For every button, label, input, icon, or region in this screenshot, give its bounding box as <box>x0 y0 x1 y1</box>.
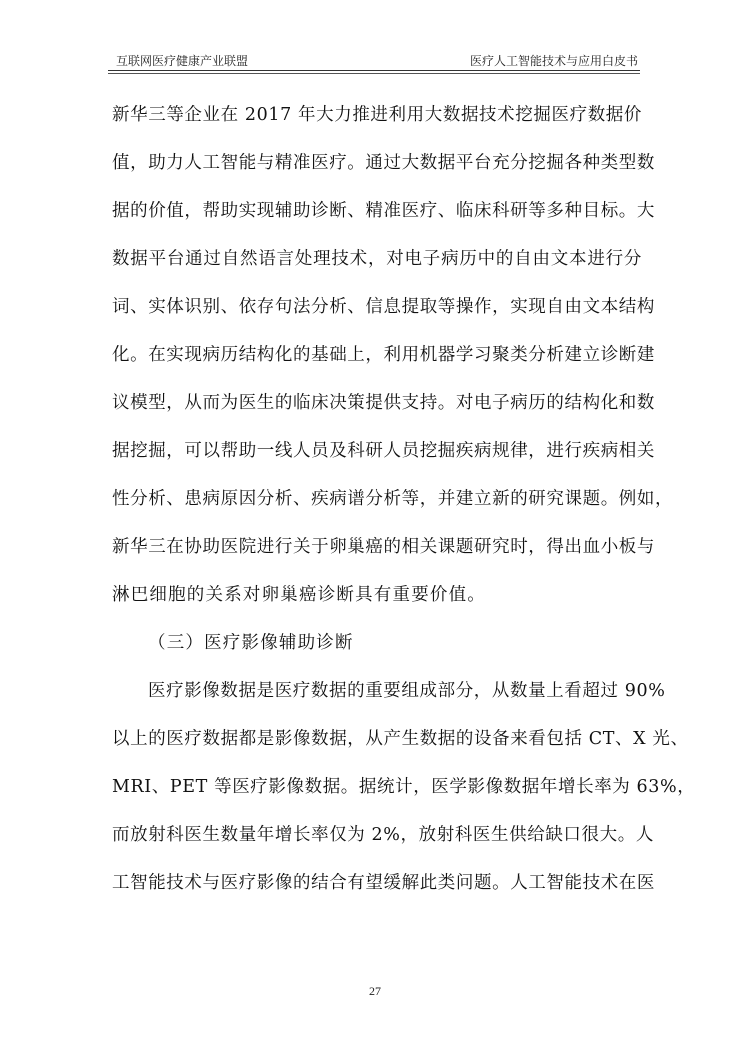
paragraph-line: 数据平台通过自然语言处理技术，对电子病历中的自由文本进行分 <box>112 249 642 269</box>
paragraph-line: 值，助力人工智能与精准医疗。通过大数据平台充分挖掘各种类型数 <box>112 153 655 173</box>
paragraph-line: 以上的医疗数据都是影像数据，从产生数据的设备来看包括 CT、X 光、 <box>112 729 689 749</box>
paragraph-line: 而放射科医生数量年增长率仅为 2%，放射科医生供给缺口很大。人 <box>112 825 654 845</box>
section-heading: （三）医疗影像辅助诊断 <box>148 633 354 653</box>
paragraph-line: 据挖掘，可以帮助一线人员及科研人员挖掘疾病规律，进行疾病相关 <box>112 441 655 461</box>
paragraph-line: 词、实体识别、依存句法分析、信息提取等操作，实现自由文本结构 <box>112 297 655 317</box>
paragraph-line: 新华三在协助医院进行关于卵巢癌的相关课题研究时，得出血小板与 <box>112 537 655 557</box>
page-header <box>108 44 640 70</box>
header-org: 互联网医疗健康产业联盟 <box>116 54 249 68</box>
header-doc-title: 医疗人工智能技术与应用白皮书 <box>469 54 638 68</box>
paragraph-line: 据的价值，帮助实现辅助诊断、精准医疗、临床科研等多种目标。大 <box>112 201 655 221</box>
paragraph-line: MRI、PET 等医疗影像数据。据统计，医学影像数据年增长率为 63%， <box>112 777 696 797</box>
paragraph-line: 工智能技术与医疗影像的结合有望缓解此类问题。人工智能技术在医 <box>112 873 655 893</box>
paragraph-line: 议模型，从而为医生的临床决策提供支持。对电子病历的结构化和数 <box>112 393 655 413</box>
paragraph-line: 医疗影像数据是医疗数据的重要组成部分，从数量上看超过 90% <box>148 681 666 701</box>
header-rule-thick <box>108 70 640 71</box>
paragraph-line: 淋巴细胞的关系对卵巢癌诊断具有重要价值。 <box>112 585 486 605</box>
paragraph-line: 化。在实现病历结构化的基础上，利用机器学习聚类分析建立诊断建 <box>112 345 655 365</box>
paragraph-line: 性分析、患病原因分析、疾病谱分析等，并建立新的研究课题。例如， <box>112 489 674 509</box>
paragraph-line: 新华三等企业在 2017 年大力推进利用大数据技术挖掘医疗数据价 <box>112 105 642 125</box>
body-text <box>112 100 696 916</box>
header-rule-thin <box>108 73 640 74</box>
page-number: 27 <box>369 984 381 998</box>
